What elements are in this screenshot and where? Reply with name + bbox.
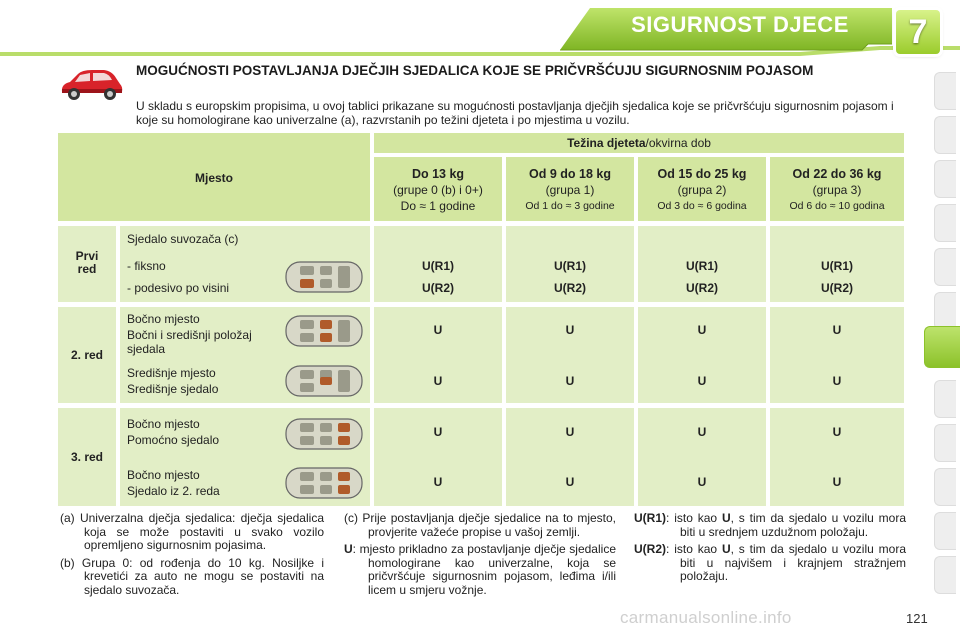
- values-cell: [770, 408, 904, 506]
- chapter-tab-3[interactable]: [934, 160, 956, 198]
- value-second-row-center: U: [433, 374, 443, 388]
- value-first-row-fixed: U(R1): [554, 259, 586, 273]
- row-label-cell-second-row: [58, 307, 116, 403]
- values-cell: [506, 408, 634, 506]
- note-r1-u: U: [721, 511, 731, 525]
- section-title: MOGUĆNOSTI POSTAVLJANJA DJEČJIH SJEDALICA KOJE SE PRIČVRŠĆUJU SIGURNOSNIM POJASOM: [136, 63, 814, 78]
- seat-position: Bočno mjesto: [127, 468, 200, 482]
- seat-position-detail: Središnje sjedalo: [127, 382, 219, 396]
- column-weight: Od 22 do 36 kg: [792, 167, 882, 181]
- value-third-row-second-row-seat: U: [832, 475, 842, 489]
- seat-cell-first-row: [120, 226, 370, 302]
- section-intro: U skladu s europskim propisima, u ovoj tablici prikazane su mogućnosti postavljanja dječjih sjedalica koje se pričvršćuju sigurnosnim pojasom i koje su homologirane kao univerzalne (a), razvrstanih po težini djeteta i po mjestima u vozilu.: [136, 99, 894, 127]
- chapter-tabs: [926, 60, 960, 620]
- values-cell: [374, 307, 502, 403]
- values-cell: [506, 307, 634, 403]
- values-cell: [638, 307, 766, 403]
- value-first-row-adjustable: U(R2): [554, 281, 586, 295]
- column-age: Od 1 do ≈ 3 godine: [525, 200, 615, 212]
- value-first-row-adjustable: U(R2): [686, 281, 718, 295]
- value-third-row-aux: U: [697, 425, 707, 439]
- notes-column-2: [344, 512, 616, 597]
- note-r2-key: U(R2): [634, 542, 666, 556]
- column-header-3: [638, 157, 766, 221]
- chapter-tab-11[interactable]: [934, 512, 956, 550]
- seat-position-detail: Sjedalo iz 2. reda: [127, 484, 220, 498]
- row-label: [58, 250, 116, 276]
- chapter-number-badge[interactable]: 7: [896, 10, 940, 54]
- column-header-4: [770, 157, 904, 221]
- chapter-tab-1[interactable]: [934, 72, 956, 110]
- column-group: (grupa 2): [677, 183, 727, 197]
- value-third-row-aux: U: [433, 425, 443, 439]
- chapter-tab-7-active[interactable]: [924, 326, 960, 368]
- value-second-row-center: U: [565, 374, 575, 388]
- value-third-row-second-row-seat: U: [433, 475, 443, 489]
- value-third-row-aux: U: [565, 425, 575, 439]
- column-header-2: [506, 157, 634, 221]
- row-label: 2. red: [70, 348, 103, 362]
- note-r1-key: U(R1): [634, 511, 666, 525]
- watermark: carmanualsonline.info: [620, 608, 792, 627]
- row-label-cell-third-row: [58, 408, 116, 506]
- value-second-row-side: U: [832, 323, 842, 337]
- column-weight: Od 15 do 25 kg: [657, 167, 747, 181]
- value-first-row-fixed: U(R1): [686, 259, 718, 273]
- column-group: (grupa 1): [545, 183, 595, 197]
- column-header-1: [374, 157, 502, 221]
- car-icon: [56, 64, 126, 104]
- car-seat-diagram-icon: [284, 362, 364, 400]
- note-r2-text-b: , s tim da sjedalo u vozilu mora biti u najvišem i krajnjem stražnjem položaju.: [680, 542, 906, 583]
- value-second-row-side: U: [565, 323, 575, 337]
- car-seat-diagram-icon: [284, 312, 364, 350]
- column-age: Do ≈ 1 godine: [400, 199, 476, 213]
- seat-title: Sjedalo suvozača (c): [127, 232, 239, 246]
- chapter-tab-5[interactable]: [934, 248, 956, 286]
- value-first-row-fixed: U(R1): [821, 259, 853, 273]
- note-u: [344, 543, 616, 597]
- note-r2: [634, 543, 906, 584]
- weight-header-bold: Težina djeteta: [567, 136, 646, 150]
- notes-column-3: [634, 512, 906, 584]
- chapter-tab-9[interactable]: [934, 424, 956, 462]
- car-seat-diagram-icon: [284, 464, 364, 502]
- chapter-tab-8[interactable]: [934, 380, 956, 418]
- column-weight: Od 9 do 18 kg: [529, 167, 611, 181]
- note-r2-u: U: [721, 542, 731, 556]
- value-third-row-second-row-seat: U: [697, 475, 707, 489]
- row-label-line: red: [77, 262, 97, 276]
- note-c: (c) Prije postavljanja dječje sjedalice na to mjesto, provjerite važeće propise u vašoj zemlji.: [344, 511, 616, 539]
- car-seat-diagram-icon: [284, 258, 364, 296]
- column-age: Od 6 do ≈ 10 godina: [789, 200, 885, 212]
- value-second-row-center: U: [697, 374, 707, 388]
- seat-option-fixed: - fiksno: [127, 259, 166, 273]
- chapter-tab-6[interactable]: [934, 292, 956, 330]
- chapter-title: SIGURNOST DJECE: [631, 12, 849, 37]
- note-u-text: : mjesto prikladno za postavljanje dječje sjedalice homologirane kao univerzalne, koja se pričvršćuje sigurnosnim pojasom, leđima i/ili licem u smjeru vožnje.: [352, 542, 616, 597]
- header-cell-weight: [374, 133, 904, 153]
- chapter-tab-2[interactable]: [934, 116, 956, 154]
- seat-position-detail: Bočni i središnji položaj sjedala: [127, 328, 252, 356]
- page-number: 121: [906, 611, 928, 626]
- column-weight: Do 13 kg: [411, 167, 465, 181]
- value-first-row-adjustable: U(R2): [821, 281, 853, 295]
- header-mjesto-label: Mjesto: [194, 171, 233, 185]
- value-first-row-fixed: U(R1): [422, 259, 454, 273]
- note-r1-text-b: , s tim da sjedalo u vozilu mora biti u srednjem uzdužnom položaju.: [680, 511, 906, 539]
- value-second-row-side: U: [697, 323, 707, 337]
- note-r1-text-a: : isto kao: [666, 511, 722, 525]
- chapter-tab-12[interactable]: [934, 556, 956, 594]
- column-group: (grupa 3): [812, 183, 862, 197]
- column-age: Od 3 do ≈ 6 godina: [657, 200, 747, 212]
- note-a: (a) Univerzalna dječja sjedalica: dječja sjedalica koja se može postaviti u svako vozilo opremljeno sigurnosnim pojasima.: [60, 511, 324, 552]
- value-second-row-side: U: [433, 323, 443, 337]
- note-b: (b) Grupa 0: od rođenja do 10 kg. Nosiljke i krevetići za auto ne mogu se postaviti na sjedalo suvozača.: [60, 555, 324, 597]
- seat-cell-third-row: [120, 408, 370, 506]
- value-first-row-adjustable: U(R2): [422, 281, 454, 295]
- row-label: 3. red: [70, 450, 103, 464]
- row-label-cell-first-row: [58, 226, 116, 302]
- header-cell-mjesto: [58, 133, 370, 221]
- values-cell: [770, 307, 904, 403]
- note-r1: [634, 512, 906, 539]
- row-label-line: Prvi: [75, 249, 99, 263]
- values-cell: [374, 408, 502, 506]
- values-cell: [638, 408, 766, 506]
- chapter-tab-10[interactable]: [934, 468, 956, 506]
- car-seat-diagram-icon: [284, 415, 364, 453]
- seat-position: Središnje mjesto: [127, 366, 216, 380]
- chapter-tab-4[interactable]: [934, 204, 956, 242]
- note-r2-text-a: : isto kao: [666, 542, 722, 556]
- value-third-row-aux: U: [832, 425, 842, 439]
- seat-option-adjustable: - podesivo po visini: [127, 281, 230, 295]
- weight-header-rest: /okvirna dob: [645, 136, 711, 150]
- value-second-row-center: U: [832, 374, 842, 388]
- column-group: (grupe 0 (b) i 0+): [393, 183, 483, 197]
- notes-column-1: [60, 512, 324, 597]
- seat-cell-second-row: [120, 307, 370, 403]
- note-u-key: U: [344, 542, 353, 556]
- seat-position: Bočno mjesto: [127, 312, 200, 326]
- value-third-row-second-row-seat: U: [565, 475, 575, 489]
- seat-position: Bočno mjesto: [127, 417, 200, 431]
- seat-position-detail: Pomoćno sjedalo: [127, 433, 220, 447]
